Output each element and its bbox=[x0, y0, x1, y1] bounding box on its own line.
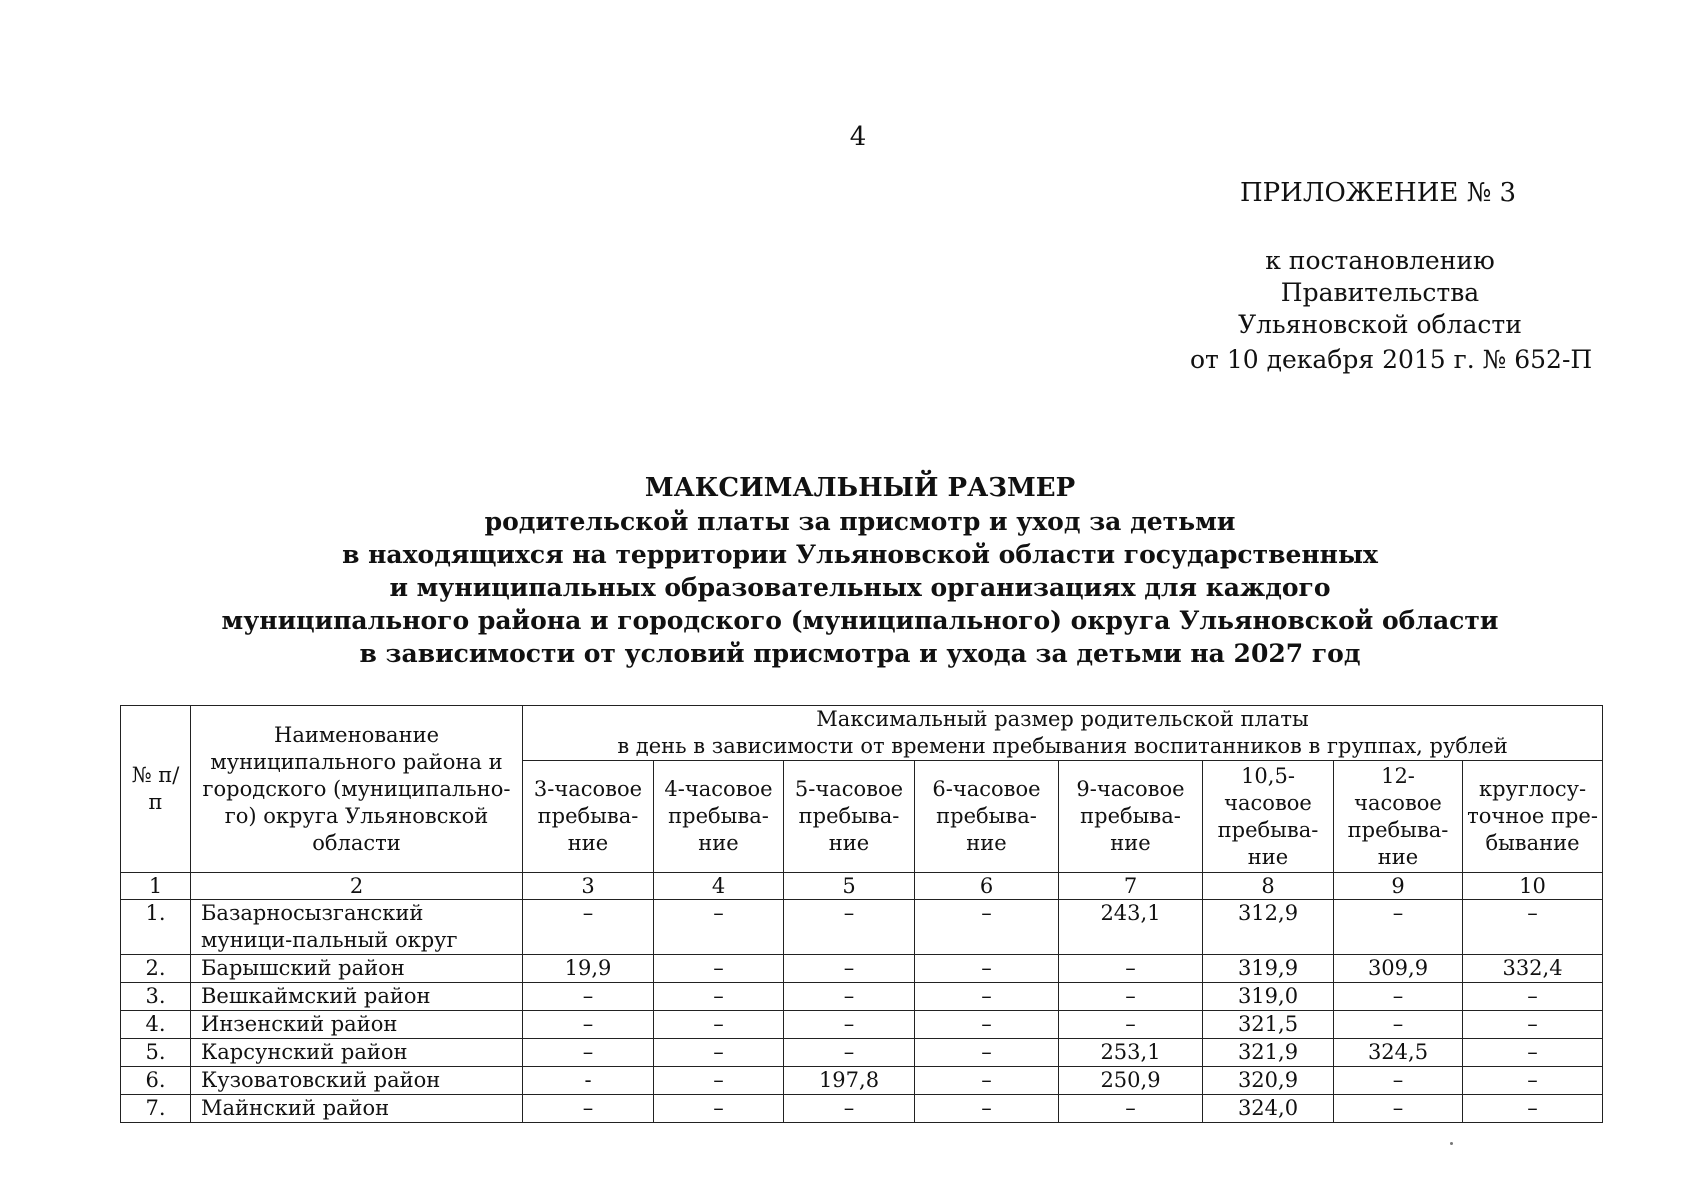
appendix-title: ПРИЛОЖЕНИЕ № 3 bbox=[1240, 178, 1517, 208]
row-fee-value: – bbox=[654, 1095, 784, 1123]
page-number: 4 bbox=[849, 122, 867, 152]
row-fee-value: – bbox=[1334, 1011, 1463, 1039]
row-fee-value: – bbox=[1059, 955, 1203, 983]
column-number: 9 bbox=[1334, 873, 1463, 900]
row-number: 4. bbox=[121, 1011, 191, 1039]
row-fee-value: - bbox=[523, 1067, 654, 1095]
appendix-reference bbox=[1170, 245, 1590, 341]
row-fee-value: – bbox=[784, 955, 915, 983]
row-fee-value: – bbox=[915, 1011, 1059, 1039]
column-number: 4 bbox=[654, 873, 784, 900]
row-number: 7. bbox=[121, 1095, 191, 1123]
scan-speck bbox=[1450, 1142, 1453, 1145]
heading-line-4: и муниципальных образовательных организациях для каждого bbox=[389, 573, 1331, 602]
row-district-name: Вешкаймский район bbox=[191, 983, 523, 1011]
fee-table bbox=[120, 705, 1603, 1123]
subheader-9h: 9-часовое пребыва-ние bbox=[1059, 761, 1203, 873]
row-fee-value: – bbox=[654, 1011, 784, 1039]
row-number: 5. bbox=[121, 1039, 191, 1067]
row-fee-value: – bbox=[523, 900, 654, 955]
row-fee-value: – bbox=[784, 1011, 915, 1039]
table-row bbox=[121, 983, 1603, 1011]
row-fee-value: – bbox=[915, 955, 1059, 983]
row-fee-value: – bbox=[654, 1039, 784, 1067]
subheader-3h: 3-часовое пребыва-ние bbox=[523, 761, 654, 873]
row-fee-value: – bbox=[1463, 1039, 1603, 1067]
heading-line-6: в зависимости от условий присмотра и ухода за детьми на 2027 год bbox=[359, 639, 1361, 668]
row-fee-value: 324,5 bbox=[1334, 1039, 1463, 1067]
column-number: 2 bbox=[191, 873, 523, 900]
heading-line-5: муниципального района и городского (муниципального) округа Ульяновской области bbox=[221, 606, 1499, 635]
row-fee-value: – bbox=[523, 1095, 654, 1123]
row-fee-value: 321,9 bbox=[1203, 1039, 1334, 1067]
row-number: 6. bbox=[121, 1067, 191, 1095]
row-fee-value: – bbox=[654, 955, 784, 983]
row-number: 3. bbox=[121, 983, 191, 1011]
row-fee-value: – bbox=[1463, 900, 1603, 955]
row-fee-value: – bbox=[1463, 983, 1603, 1011]
row-fee-value: – bbox=[784, 1039, 915, 1067]
row-fee-value: – bbox=[523, 983, 654, 1011]
row-fee-value: – bbox=[1059, 1095, 1203, 1123]
row-fee-value: – bbox=[1463, 1095, 1603, 1123]
row-district-name: Базарносызганский муници-пальный округ bbox=[191, 900, 523, 955]
heading-line-2: родительской платы за присмотр и уход за детьми bbox=[484, 507, 1236, 536]
header-group-line-1: Максимальный размер родительской платы bbox=[816, 707, 1309, 731]
column-number-row bbox=[121, 873, 1603, 900]
document-heading bbox=[120, 472, 1600, 670]
row-fee-value: – bbox=[654, 1067, 784, 1095]
table-row bbox=[121, 1067, 1603, 1095]
heading-line-1: МАКСИМАЛЬНЫЙ РАЗМЕР bbox=[644, 473, 1076, 503]
row-district-name: Барышский район bbox=[191, 955, 523, 983]
table-row bbox=[121, 1011, 1603, 1039]
row-fee-value: – bbox=[654, 900, 784, 955]
row-fee-value: – bbox=[784, 900, 915, 955]
row-fee-value: 321,5 bbox=[1203, 1011, 1334, 1039]
table-row bbox=[121, 955, 1603, 983]
heading-line-3: в находящихся на территории Ульяновской области государственных bbox=[342, 540, 1378, 569]
row-fee-value: – bbox=[1334, 1095, 1463, 1123]
table-row bbox=[121, 1095, 1603, 1123]
column-number: 7 bbox=[1059, 873, 1203, 900]
row-fee-value: 243,1 bbox=[1059, 900, 1203, 955]
row-fee-value: 332,4 bbox=[1463, 955, 1603, 983]
column-number: 6 bbox=[915, 873, 1059, 900]
column-number: 1 bbox=[121, 873, 191, 900]
column-number: 5 bbox=[784, 873, 915, 900]
row-fee-value: – bbox=[1059, 983, 1203, 1011]
row-fee-value: – bbox=[1334, 983, 1463, 1011]
row-fee-value: – bbox=[1059, 1011, 1203, 1039]
row-fee-value: 319,9 bbox=[1203, 955, 1334, 983]
table-row bbox=[121, 1039, 1603, 1067]
row-fee-value: – bbox=[915, 1095, 1059, 1123]
row-fee-value: 250,9 bbox=[1059, 1067, 1203, 1095]
header-group-line-2: в день в зависимости от времени пребывания воспитанников в группах, рублей bbox=[617, 734, 1508, 758]
row-district-name: Майнский район bbox=[191, 1095, 523, 1123]
row-fee-value: 253,1 bbox=[1059, 1039, 1203, 1067]
subheader-10-5h: 10,5-часовое пребыва-ние bbox=[1203, 761, 1334, 873]
row-fee-value: – bbox=[1463, 1067, 1603, 1095]
subheader-6h: 6-часовое пребыва-ние bbox=[915, 761, 1059, 873]
row-fee-value: – bbox=[915, 900, 1059, 955]
row-fee-value: – bbox=[1334, 1067, 1463, 1095]
row-fee-value: 312,9 bbox=[1203, 900, 1334, 955]
row-fee-value: – bbox=[915, 1067, 1059, 1095]
row-fee-value: – bbox=[784, 983, 915, 1011]
row-fee-value: 19,9 bbox=[523, 955, 654, 983]
row-fee-value: 197,8 bbox=[784, 1067, 915, 1095]
row-district-name: Инзенский район bbox=[191, 1011, 523, 1039]
row-fee-value: – bbox=[784, 1095, 915, 1123]
appendix-reference-line-1: к постановлению Правительства bbox=[1265, 246, 1495, 307]
row-fee-value: 324,0 bbox=[1203, 1095, 1334, 1123]
row-fee-value: – bbox=[915, 1039, 1059, 1067]
subheader-5h: 5-часовое пребыва-ние bbox=[784, 761, 915, 873]
header-group bbox=[523, 706, 1603, 761]
column-number: 8 bbox=[1203, 873, 1334, 900]
row-district-name: Карсунский район bbox=[191, 1039, 523, 1067]
subheader-24h: круглосу-точное пре-бывание bbox=[1463, 761, 1603, 873]
row-district-name: Кузоватовский район bbox=[191, 1067, 523, 1095]
subheader-12h: 12-часовое пребыва-ние bbox=[1334, 761, 1463, 873]
row-number: 1. bbox=[121, 900, 191, 955]
row-fee-value: 319,0 bbox=[1203, 983, 1334, 1011]
header-name: Наименование муниципального района и городского (муниципально-го) округа Ульяновской области bbox=[191, 706, 523, 873]
appendix-reference-line-2: Ульяновской области bbox=[1238, 310, 1522, 339]
row-fee-value: – bbox=[915, 983, 1059, 1011]
row-fee-value: – bbox=[654, 983, 784, 1011]
header-number: № п/п bbox=[121, 706, 191, 873]
row-fee-value: – bbox=[1463, 1011, 1603, 1039]
appendix-date: от 10 декабря 2015 г. № 652-П bbox=[1190, 345, 1593, 374]
table-row bbox=[121, 900, 1603, 955]
row-fee-value: – bbox=[523, 1039, 654, 1067]
column-number: 10 bbox=[1463, 873, 1603, 900]
row-fee-value: 320,9 bbox=[1203, 1067, 1334, 1095]
column-number: 3 bbox=[523, 873, 654, 900]
table-body bbox=[121, 900, 1603, 1123]
row-fee-value: – bbox=[1334, 900, 1463, 955]
subheader-4h: 4-часовое пребыва-ние bbox=[654, 761, 784, 873]
row-fee-value: 309,9 bbox=[1334, 955, 1463, 983]
row-number: 2. bbox=[121, 955, 191, 983]
row-fee-value: – bbox=[523, 1011, 654, 1039]
